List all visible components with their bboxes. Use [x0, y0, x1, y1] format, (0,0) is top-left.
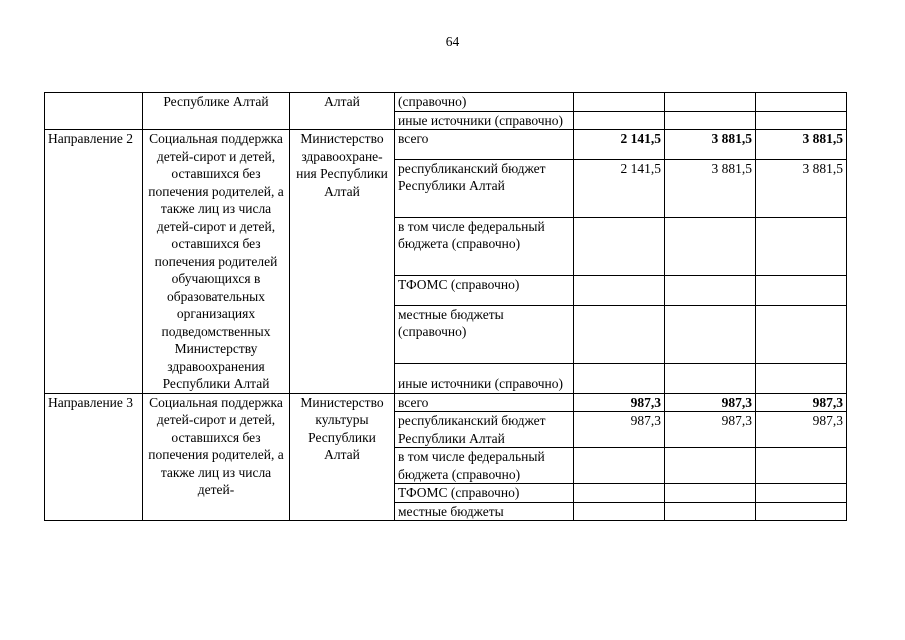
value-cell — [665, 93, 756, 112]
source-cell: в том числе федеральный бюджета (справочно) — [395, 217, 574, 275]
value-cell: 3 881,5 — [665, 159, 756, 217]
value-cell — [756, 217, 847, 275]
value-cell: 2 141,5 — [574, 130, 665, 160]
source-cell: ТФОМС (справочно) — [395, 484, 574, 503]
source-cell: иные источники (справочно) — [395, 111, 574, 130]
source-cell: в том числе федеральный бюджета (справочно) — [395, 448, 574, 484]
source-cell: всего — [395, 393, 574, 412]
value-cell — [756, 363, 847, 393]
value-cell — [665, 275, 756, 305]
value-cell — [574, 448, 665, 484]
source-cell: (справочно) — [395, 93, 574, 112]
page-number: 64 — [445, 34, 460, 49]
value-cell — [574, 93, 665, 112]
value-cell — [756, 448, 847, 484]
value-cell: 987,3 — [756, 412, 847, 448]
executor-cell: Алтай — [290, 93, 395, 130]
value-cell: 2 141,5 — [574, 159, 665, 217]
value-cell — [756, 502, 847, 521]
source-cell: местные бюджеты (справочно) — [395, 305, 574, 363]
value-cell: 3 881,5 — [665, 130, 756, 160]
executor-cell: Министерство культуры Республики Алтай — [290, 393, 395, 521]
executor-cell: Министерство здравоохране-ния Республики Алтай — [290, 130, 395, 394]
value-cell: 987,3 — [665, 393, 756, 412]
value-cell — [756, 275, 847, 305]
value-cell: 987,3 — [756, 393, 847, 412]
source-cell: иные источники (справочно) — [395, 363, 574, 393]
value-cell — [665, 111, 756, 130]
event-name-cell: Республике Алтай — [143, 93, 290, 130]
value-cell — [756, 93, 847, 112]
source-cell: ТФОМС (справочно) — [395, 275, 574, 305]
value-cell: 987,3 — [574, 412, 665, 448]
source-cell: республиканский бюджет Республики Алтай — [395, 412, 574, 448]
value-cell — [665, 484, 756, 503]
value-cell: 3 881,5 — [756, 159, 847, 217]
value-cell: 3 881,5 — [756, 130, 847, 160]
source-cell: всего — [395, 130, 574, 160]
source-cell: местные бюджеты — [395, 502, 574, 521]
value-cell — [665, 448, 756, 484]
value-cell — [756, 305, 847, 363]
value-cell — [574, 217, 665, 275]
table-row — [45, 393, 847, 412]
value-cell — [756, 111, 847, 130]
value-cell — [574, 484, 665, 503]
value-cell — [665, 305, 756, 363]
value-cell — [665, 363, 756, 393]
table-row — [45, 93, 847, 112]
value-cell — [756, 484, 847, 503]
value-cell — [574, 111, 665, 130]
value-cell — [574, 305, 665, 363]
direction-label-cell: Направление 2 — [45, 130, 143, 394]
direction-label-cell: Направление 3 — [45, 393, 143, 521]
event-name-cell: Социальная поддержка детей-сирот и детей, оставшихся без попечения родителей, а также лиц из числа детей-сирот и детей, оставшихся без попечения родителей обучающихся в образовательных организациях подведомственных Министерству здравоохранения Республики Алтай — [143, 130, 290, 394]
direction-cell — [45, 93, 143, 130]
source-cell: республиканский бюджет Республики Алтай — [395, 159, 574, 217]
value-cell: 987,3 — [574, 393, 665, 412]
value-cell: 987,3 — [665, 412, 756, 448]
value-cell — [574, 502, 665, 521]
value-cell — [574, 275, 665, 305]
table-row — [45, 130, 847, 160]
budget-table — [44, 92, 847, 521]
value-cell — [574, 363, 665, 393]
value-cell — [665, 217, 756, 275]
event-name-cell: Социальная поддержка детей-сирот и детей, оставшихся без попечения родителей, а также лиц из числа детей- — [143, 393, 290, 521]
value-cell — [665, 502, 756, 521]
